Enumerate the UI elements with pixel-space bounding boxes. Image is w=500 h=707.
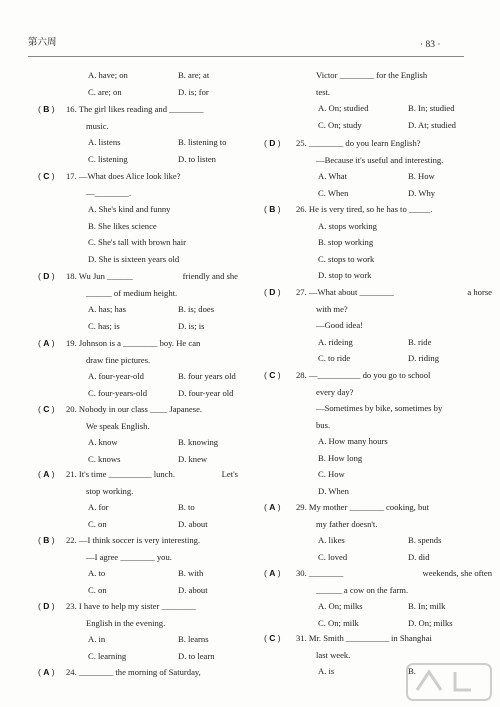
answer-option: A. is <box>318 666 335 676</box>
answer-option: B. knowing <box>178 437 219 447</box>
question-line: English in the evening. <box>86 617 166 628</box>
question-line: music. <box>86 120 109 131</box>
answer-option: D. to listen <box>178 153 216 164</box>
answer-option: D. did <box>408 551 430 562</box>
answer-option: B. with <box>178 568 204 578</box>
answer-bracket: ( B ) <box>264 204 281 214</box>
question-line <box>66 469 238 480</box>
question-line: 20. Nobody in our class ____ Japanese. <box>66 404 203 414</box>
question-line: —I agree ________ you. <box>86 551 172 562</box>
answer-option: B. learns <box>178 634 209 644</box>
question-line: —Sometimes by bike, sometimes by <box>316 403 443 413</box>
question-line: —Good idea! <box>316 320 364 330</box>
answer-option: A. She's kind and funny <box>88 204 171 214</box>
question-line: 24. ________ the morning of Saturday, <box>66 667 201 677</box>
answer-bracket: ( D ) <box>264 287 281 297</box>
question-line: every day? <box>316 386 354 397</box>
answer-option: C. listening <box>88 153 128 164</box>
answer-bracket: ( A ) <box>264 502 281 512</box>
answer-option: B. How long <box>318 452 363 463</box>
answer-option: D. is; is <box>178 320 205 331</box>
answer-option: B. spends <box>408 535 442 545</box>
answer-letter: A <box>43 338 50 348</box>
answer-option: A. On; milks <box>318 601 363 611</box>
question-line: with me? <box>316 303 348 314</box>
answer-letter: A <box>43 667 50 677</box>
answer-option: C. four-years-old <box>88 387 148 398</box>
answer-letter: D <box>43 601 50 611</box>
answer-option: D. On; milks <box>408 617 453 628</box>
answer-option: D. four-year old <box>178 387 234 398</box>
answer-option: D. Why <box>408 187 436 198</box>
answer-letter: D <box>43 271 50 281</box>
answer-option: B. listening to <box>178 137 227 147</box>
answer-option: D. about <box>178 518 208 529</box>
question-line: Victor ________ for the English <box>316 70 428 80</box>
answer-option: B. <box>408 666 416 676</box>
question-line: 19. Johnson is a ________ boy. He can <box>66 338 201 348</box>
answer-option: A. How many hours <box>318 436 388 446</box>
answer-option: A. What <box>318 171 347 181</box>
answer-option: C. on <box>88 584 107 595</box>
question-line: my father doesn't. <box>316 518 378 529</box>
question-line: last week. <box>316 649 351 660</box>
answer-bracket: ( D ) <box>38 601 55 611</box>
answer-option: A. for <box>88 502 109 512</box>
question-line <box>296 287 492 298</box>
answer-letter: C <box>43 171 50 181</box>
answer-bracket: ( C ) <box>264 633 281 643</box>
answer-option: D. about <box>178 584 208 595</box>
question-text: weekends, she often <box>422 568 492 578</box>
answer-letter: C <box>269 633 276 643</box>
answer-option: B. In; milk <box>408 601 446 611</box>
answer-option: C. How <box>318 469 345 479</box>
answer-option: C. On; milk <box>318 617 359 628</box>
question-line: 22. —I think soccer is very interesting. <box>66 535 201 545</box>
answer-option: C. She's tall with brown hair <box>88 237 186 247</box>
answer-option: C. on <box>88 518 107 529</box>
answer-letter: C <box>43 404 50 414</box>
question-line: draw fine pictures. <box>86 354 151 365</box>
answer-option: A. know <box>88 437 118 447</box>
answer-option: C. to ride <box>318 353 351 363</box>
answer-letter: C <box>269 370 276 380</box>
question-text: Let's <box>221 469 238 479</box>
question-line: 17. —What does Alice look like? <box>66 171 181 181</box>
answer-option: B. ride <box>408 336 432 347</box>
page-number: · 83 · <box>420 40 441 50</box>
answer-option: D. When <box>318 485 349 496</box>
answer-option: C. learning <box>88 650 127 661</box>
answer-letter: D <box>269 287 276 297</box>
answer-letter: A <box>269 502 276 512</box>
question-line: 31. Mr. Smith __________ in Shanghai <box>296 633 432 643</box>
answer-bracket: ( B ) <box>38 104 55 114</box>
answer-option: A. rideing <box>318 336 353 347</box>
question-line: bus. <box>316 419 331 430</box>
answer-option: A. in <box>88 634 106 644</box>
question-line: —________. <box>86 187 132 198</box>
answer-bracket: ( D ) <box>38 271 55 281</box>
answer-option: C. loved <box>318 551 348 562</box>
question-text: a horse <box>467 287 492 297</box>
answer-bracket: ( C ) <box>38 171 55 181</box>
question-line: 25. ________ do you learn English? <box>296 138 421 148</box>
week-label: 第六周 <box>28 38 57 48</box>
answer-bracket: ( C ) <box>38 404 55 414</box>
question-line: 29. My mother ________ cooking, but <box>296 502 429 512</box>
question-line <box>66 271 238 282</box>
answer-option: A. has; has <box>88 304 126 314</box>
question-line: 26. He is very tired, so he has to _____. <box>296 204 433 214</box>
answer-bracket: ( B ) <box>38 535 55 545</box>
answer-letter: A <box>269 568 276 578</box>
answer-option: C. has; is <box>88 320 120 331</box>
watermark-logo-icon <box>405 660 493 704</box>
answer-bracket: ( C ) <box>264 370 281 380</box>
answer-bracket: ( A ) <box>38 667 55 677</box>
answer-bracket: ( A ) <box>38 469 55 479</box>
answer-option: C. are; on <box>88 86 122 97</box>
answer-bracket: ( D ) <box>264 138 281 148</box>
answer-option: B. stop working <box>318 237 374 247</box>
question-line: stop working. <box>86 485 134 496</box>
answer-option: B. is; does <box>178 304 215 314</box>
answer-option: A. have; on <box>88 70 128 80</box>
answer-letter: D <box>269 138 276 148</box>
answer-bracket: ( A ) <box>264 568 281 578</box>
question-line: We speak English. <box>86 420 150 431</box>
answer-option: B. are; at <box>178 70 210 80</box>
answer-option: B. four years old <box>178 371 236 381</box>
answer-option: A. likes <box>318 535 345 545</box>
question-line: 23. I have to help my sister ________ <box>66 601 196 611</box>
question-line <box>296 568 492 579</box>
question-text: 30. ________ <box>296 568 344 578</box>
answer-option: B. She likes science <box>88 220 157 231</box>
answer-option: C. When <box>318 187 349 198</box>
answer-letter: B <box>43 535 50 545</box>
answer-letter: B <box>43 104 50 114</box>
answer-option: D. She is sixteen years old <box>88 253 180 264</box>
question-text: 27. —What about ________ <box>296 287 394 297</box>
answer-option: A. to <box>88 568 106 578</box>
question-text: 18. Wu Jun ______ <box>66 271 133 281</box>
header-rule <box>28 56 464 57</box>
answer-option: A. four-year-old <box>88 371 144 381</box>
question-line: test. <box>316 86 331 97</box>
question-text: friendly and she <box>182 271 238 281</box>
answer-option: B. How <box>408 171 435 181</box>
question-text: 21. It's time __________ lunch. <box>66 469 175 479</box>
answer-letter: B <box>269 204 276 214</box>
answer-option: D. to learn <box>178 650 215 661</box>
answer-option: C. On; study <box>318 119 362 130</box>
answer-option: D. is; for <box>178 86 209 97</box>
answer-option: A. stops working <box>318 220 377 231</box>
question-line: 28. —__________ do you go to school <box>296 370 431 380</box>
answer-option: B. to <box>178 502 195 512</box>
answer-option: B. In; studied <box>408 103 455 113</box>
answer-option: D. At; studied <box>408 119 456 130</box>
answer-option: C. stops to work <box>318 253 375 264</box>
answer-option: A. On; studied <box>318 103 369 113</box>
question-line: ______ of medium height. <box>86 287 178 298</box>
answer-bracket: ( A ) <box>38 338 55 348</box>
answer-option: C. knows <box>88 453 121 464</box>
question-line: ______ a cow on the farm. <box>316 584 409 595</box>
answer-option: D. knew <box>178 453 208 464</box>
question-line: —Because it's useful and interesting. <box>316 154 444 165</box>
answer-option: D. stop to work <box>318 270 372 280</box>
answer-option: A. listens <box>88 137 121 147</box>
answer-letter: A <box>43 469 50 479</box>
answer-option: D. riding <box>408 353 440 363</box>
question-line: 16. The girl likes reading and ________ <box>66 104 204 114</box>
